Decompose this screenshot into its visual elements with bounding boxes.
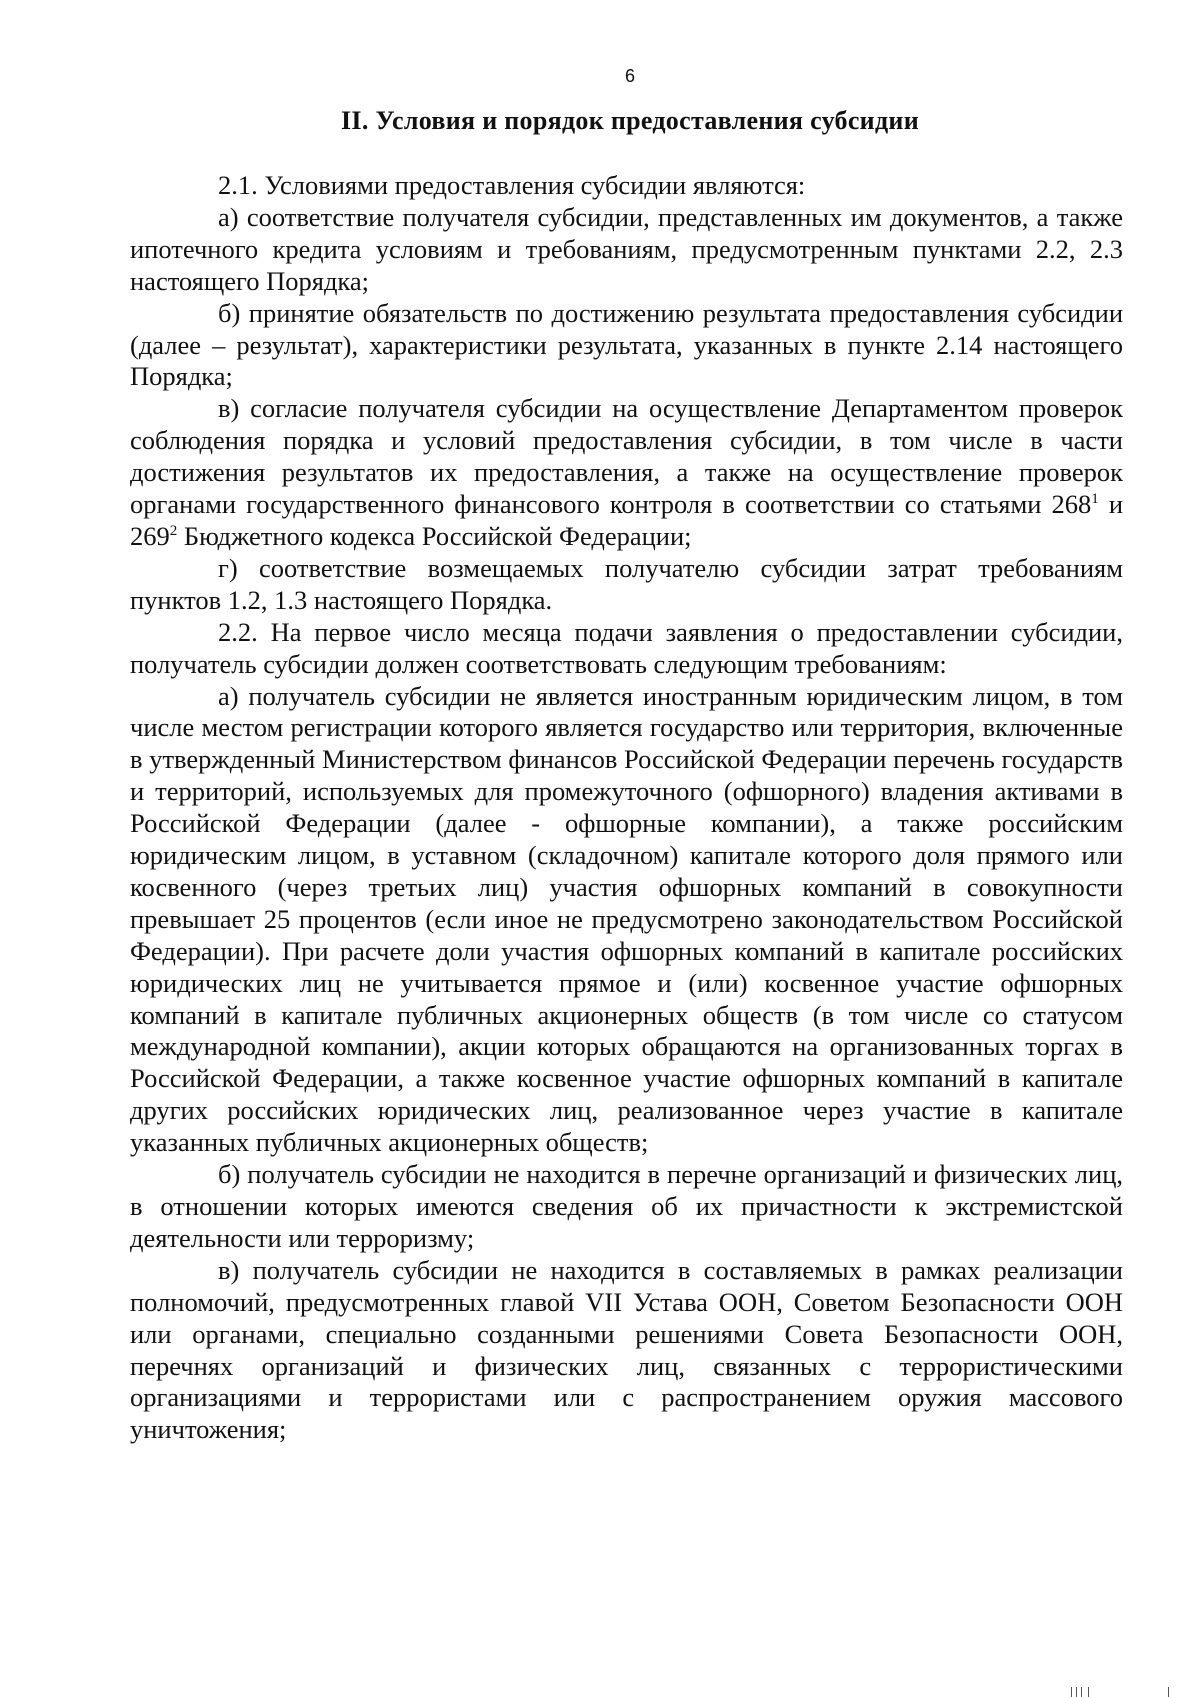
paragraph-2-1-b: б) принятие обязательств по достижению результата предоставления субсидии (далее – результат), характеристики результата, указанных в пункте 2.14 настоящего Порядка; — [130, 297, 1123, 392]
paragraph-2-1-g: г) соответствие возмещаемых получателю субсидии затрат требованиям пунктов 1.2, 1.3 настоящего Порядка. — [130, 552, 1123, 615]
document-body — [130, 170, 1123, 1446]
paragraph-2-1-v-end: Бюджетного кодекса Российской Федерации; — [177, 520, 692, 551]
paragraph-2-1: 2.1. Условиями предоставления субсидии являются: — [218, 170, 806, 200]
scan-artifact — [1088, 1687, 1089, 1697]
paragraph-2-2-v: в) получатель субсидии не находится в составляемых в рамках реализации полномочий, предусмотренных главой VII Устава ООН, Советом Безопасности ООН или органами, специально созданными решениями Совета Безопасности ООН, перечнях организаций и физических лиц, связанных с террористическими организациями и террористами или с распространением оружия массового уничтожения; — [130, 1254, 1123, 1445]
paragraph-2-2-a: а) получатель субсидии не является иностранным юридическим лицом, в том числе местом регистрации которого является государство или территория, включенные в утвержденный Министерством финансов Российской Федерации перечень государств и территорий, используемых для промежуточного (офшорного) владения активами в Российской Федерации (далее - офшорные компании), а также российским юридическим лицом, в уставном (складочном) капитале которого доля прямого или косвенного (через третьих лиц) участия офшорных компаний в совокупности превышает 25 процентов (если иное не предусмотрено законодательством Российской Федерации). При расчете доли участия офшорных компаний в капитале российских юридических лиц не учитывается прямое и (или) косвенное участие офшорных компаний в капитале публичных акционерных обществ (в том числе со статусом международной компании), акции которых обращаются на организованных торгах в Российской Федерации, а также косвенное участие офшорных компаний в капитале других российских юридических лиц, реализованное через участие в капитале указанных публичных акционерных обществ; — [130, 680, 1123, 1158]
scan-artifact — [1168, 1687, 1169, 1697]
scan-artifact — [1076, 1687, 1077, 1697]
paragraph-2-2: 2.2. На первое число месяца подачи заявления о предоставлении субсидии, получатель субсидии должен соответствовать следующим требованиям: — [130, 616, 1123, 679]
paragraph-2-1-v-mid: и 269 — [130, 489, 1124, 551]
paragraph-2-1-v — [130, 393, 1123, 553]
superscript-1: 1 — [1091, 491, 1099, 508]
section-heading: II. Условия и порядок предоставления субсидии — [341, 106, 919, 135]
superscript-2: 2 — [169, 523, 178, 540]
paragraph-2-2-b: б) получатель субсидии не находится в перечне организаций и физических лиц, в отношении которых имеются сведения об их причастности к экстремистской деятельности или терроризму; — [130, 1159, 1123, 1253]
page-number: 6 — [624, 66, 635, 86]
paragraph-2-1-a: а) соответствие получателя субсидии, представленных им документов, а также ипотечного кредита условиям и требованиям, предусмотренным пунктами 2.2, 2.3 настоящего Порядка; — [130, 201, 1123, 296]
paragraph-2-1-v-text: в) согласие получателя субсидии на осуществление Департаментом проверок соблюдения порядка и условий предоставления субсидии, в том числе в части достижения результатов их предоставления, а также на осуществление проверок органами государственного финансового контроля в соответствии со статьями 268 — [130, 393, 1123, 520]
scan-artifact — [1071, 1687, 1072, 1697]
scan-artifact — [1081, 1687, 1082, 1697]
